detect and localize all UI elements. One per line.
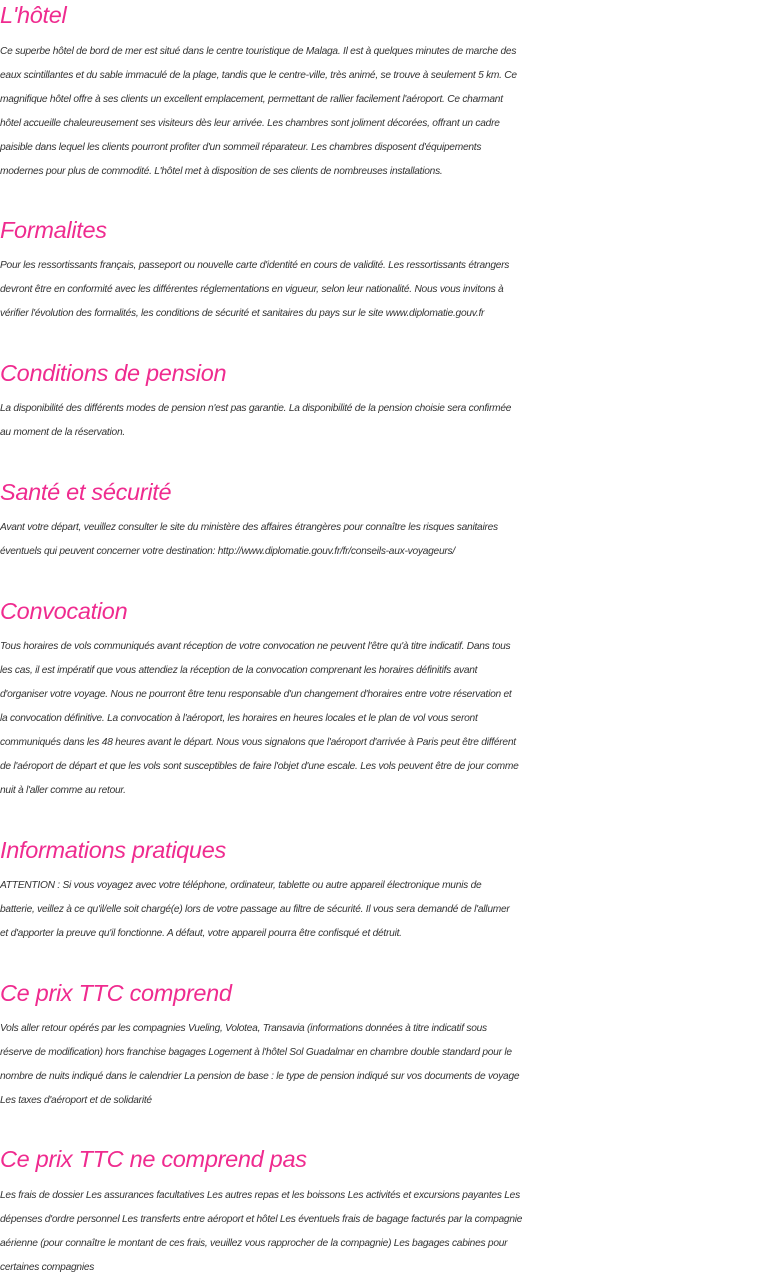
body-line: au moment de la réservation. — [0, 427, 125, 438]
body-line: devront être en conformité avec les différentes réglementations en vigueur, selon leur nationalité. Nous vous invitons à — [0, 284, 504, 295]
body-line: Tous horaires de vols communiqués avant réception de votre convocation ne peuvent l'être qu'à titre indicatif. Dans tous — [0, 641, 511, 652]
section-body-prix-comprend — [0, 1017, 758, 1113]
section-body-informations-pratiques — [0, 874, 758, 946]
section-body-hotel — [0, 40, 758, 184]
section-heading-sante-securite: Santé et sécurité — [0, 479, 172, 505]
body-line: Pour les ressortissants français, passeport ou nouvelle carte d'identité en cours de validité. Les ressortissants étrangers — [0, 260, 510, 271]
section-heading-convocation: Convocation — [0, 598, 128, 624]
body-line: et d'apporter la preuve qu'il fonctionne. A défaut, votre appareil pourra être confisqué et détruit. — [0, 928, 402, 939]
body-line: éventuels qui peuvent concerner votre destination: http://www.diplomatie.gouv.fr/fr/conseils-aux-voyageurs/ — [0, 546, 455, 557]
section-body-sante-securite — [0, 516, 758, 564]
section-heading-formalites: Formalites — [0, 217, 107, 243]
body-line: magnifique hôtel offre à ses clients un excellent emplacement, permettant de rallier facilement l'aéroport. Ce charmant — [0, 94, 503, 105]
body-line: Vols aller retour opérés par les compagnies Vueling, Volotea, Transavia (informations données à titre indicatif sous — [0, 1023, 487, 1034]
section-heading-hotel: L'hôtel — [0, 2, 67, 28]
body-line: hôtel accueille chaleureusement ses visiteurs dès leur arrivée. Les chambres sont joliment décorées, offrant un cadre — [0, 118, 500, 129]
body-line: Ce superbe hôtel de bord de mer est situé dans le centre touristique de Malaga. Il est à quelques minutes de marche des — [0, 46, 517, 57]
body-line: certaines compagnies — [0, 1262, 95, 1273]
section-body-convocation — [0, 635, 758, 803]
body-line: eaux scintillantes et du sable immaculé de la plage, tandis que le centre-ville, très animé, se trouve à seulement 5 km. Ce — [0, 70, 517, 81]
body-line: batterie, veillez à ce qu'il/elle soit chargé(e) lors de votre passage au filtre de sécurité. Il vous sera demandé de l'allumer — [0, 904, 510, 915]
section-heading-prix-ne-comprend-pas: Ce prix TTC ne comprend pas — [0, 1146, 307, 1172]
section-heading-informations-pratiques: Informations pratiques — [0, 837, 226, 863]
body-line: Les taxes d'aéroport et de solidarité — [0, 1095, 152, 1106]
body-line: réserve de modification) hors franchise bagages Logement à l'hôtel Sol Guadalmar en chambre double standard pour le — [0, 1047, 512, 1058]
body-line: la convocation définitive. La convocation à l'aéroport, les horaires en heures locales et le plan de vol vous seront — [0, 713, 478, 724]
body-line: Les frais de dossier Les assurances facultatives Les autres repas et les boissons Les activités et excursions payantes Les — [0, 1190, 520, 1201]
body-line: Avant votre départ, veuillez consulter le site du ministère des affaires étrangères pour connaître les risques sanitaires — [0, 522, 498, 533]
body-line: vérifier l'évolution des formalités, les conditions de sécurité et sanitaires du pays sur le site www.diplomatie.gouv.fr — [0, 308, 485, 319]
body-line: d'organiser votre voyage. Nous ne pourront être tenu responsable d'un changement d'horaires entre votre réservation et — [0, 689, 512, 700]
body-line: de l'aéroport de départ et que les vols sont susceptibles de faire l'objet d'une escale. Les vols peuvent être de jour comme — [0, 761, 519, 772]
body-line: nuit à l'aller comme au retour. — [0, 785, 126, 796]
body-line: nombre de nuits indiqué dans le calendrier La pension de base : le type de pension indiqué sur vos documents de voyage — [0, 1071, 520, 1082]
body-line: aérienne (pour connaître le montant de ces frais, veuillez vous rapprocher de la compagnie) Les bagages cabines pour — [0, 1238, 508, 1249]
section-body-prix-ne-comprend-pas — [0, 1184, 758, 1279]
section-body-formalites — [0, 254, 758, 326]
body-line: paisible dans lequel les clients pourront profiter d'un sommeil réparateur. Les chambres disposent d'équipements — [0, 142, 482, 153]
body-line: communiqués dans les 48 heures avant le départ. Nous vous signalons que l'aéroport d'arrivée à Paris peut être différent — [0, 737, 516, 748]
body-line: La disponibilité des différents modes de pension n'est pas garantie. La disponibilité de la pension choisie sera confirmée — [0, 403, 512, 414]
section-heading-conditions-pension: Conditions de pension — [0, 360, 227, 386]
body-line: les cas, il est impératif que vous attendiez la réception de la convocation comprenant les horaires définitifs avant — [0, 665, 478, 676]
body-line: dépenses d'ordre personnel Les transferts entre aéroport et hôtel Les éventuels frais de bagage facturés par la compagnie — [0, 1214, 523, 1225]
body-line: modernes pour plus de commodité. L'hôtel met à disposition de ses clients de nombreuses installations. — [0, 166, 443, 177]
body-line: ATTENTION : Si vous voyagez avec votre téléphone, ordinateur, tablette ou autre appareil électronique munis de — [0, 880, 482, 891]
section-body-conditions-pension — [0, 397, 758, 445]
section-heading-prix-comprend: Ce prix TTC comprend — [0, 980, 232, 1006]
